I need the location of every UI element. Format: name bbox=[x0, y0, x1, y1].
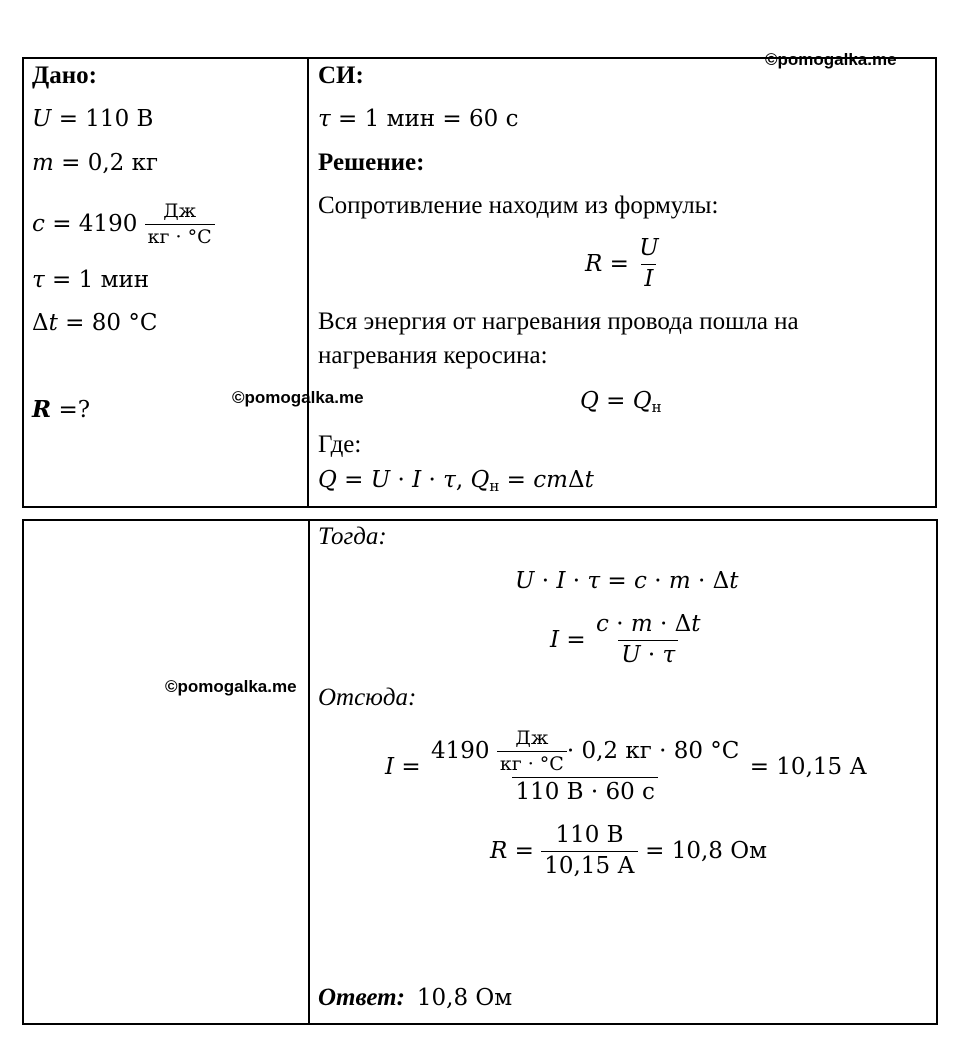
given-mass: m = 0,2 кг bbox=[32, 150, 159, 176]
solution-table-divider bbox=[308, 519, 310, 1025]
formula-heat-balance: $Q = Q_н$ bbox=[580, 388, 662, 416]
watermark-left: ©pomogalka.me bbox=[165, 677, 297, 696]
watermark-top-right: ©pomogalka.me bbox=[765, 50, 897, 69]
solution-text-where: Где: bbox=[318, 431, 362, 458]
solution-text-energy-1: Вся энергия от нагревания провода пошла на bbox=[318, 308, 799, 335]
given-find: R =? bbox=[32, 396, 91, 423]
given-time: τ = 1 мин bbox=[32, 267, 150, 293]
watermark-middle: ©pomogalka.me bbox=[232, 388, 364, 407]
formula-definitions: Q = U · I · τ, $Q_н = cm\Delta t$ bbox=[318, 467, 594, 495]
formula-energy-equation: U · I · τ = c · m · Δt bbox=[515, 568, 739, 594]
given-voltage: U = 110 В bbox=[32, 106, 154, 132]
solution-text-hence: Отсюда: bbox=[318, 684, 417, 711]
si-header: СИ: bbox=[318, 62, 364, 89]
answer-value: 10,8 Ом bbox=[416, 985, 513, 1011]
formula-ohm: R = $\frac{U}{I}$ bbox=[585, 235, 659, 292]
given-header: Дано: bbox=[32, 62, 97, 89]
solution-header: Решение: bbox=[318, 149, 425, 176]
formula-resistance-calc: R = $\frac{110 В}{10,15 А}$ = 10,8 Ом bbox=[490, 822, 767, 879]
calc-unit: $\frac{Дж}{кг \cdot ^\circ C}$ bbox=[497, 728, 567, 775]
answer-line bbox=[318, 983, 512, 1013]
solution-text-then: Тогда: bbox=[318, 523, 387, 550]
given-specific-heat: c = 4190 $\frac{Дж}{кг \cdot ^\circ C}$ bbox=[32, 190, 215, 258]
specific-heat-unit: $\frac{Дж}{кг \cdot ^\circ C}$ bbox=[145, 201, 215, 248]
given-temp-change: Δt = 80 °C bbox=[32, 310, 158, 336]
answer-label: Ответ: bbox=[318, 984, 405, 1011]
formula-current-calc: I = 4190 $\frac{Дж}{кг \cdot ^\circ C}$ · 0,2 кг · 80 °C 110 В · 60 с = 10,15 А bbox=[385, 727, 867, 806]
formula-current: I = $\frac{c \cdot m \cdot \Delta t}{U \cdot \tau}$ bbox=[550, 611, 701, 668]
solution-text-resistance: Сопротивление находим из формулы: bbox=[318, 192, 719, 219]
given-table-divider bbox=[307, 57, 309, 508]
solution-text-energy-2: нагревания керосина: bbox=[318, 342, 548, 369]
si-time: τ = 1 мин = 60 с bbox=[318, 106, 519, 132]
